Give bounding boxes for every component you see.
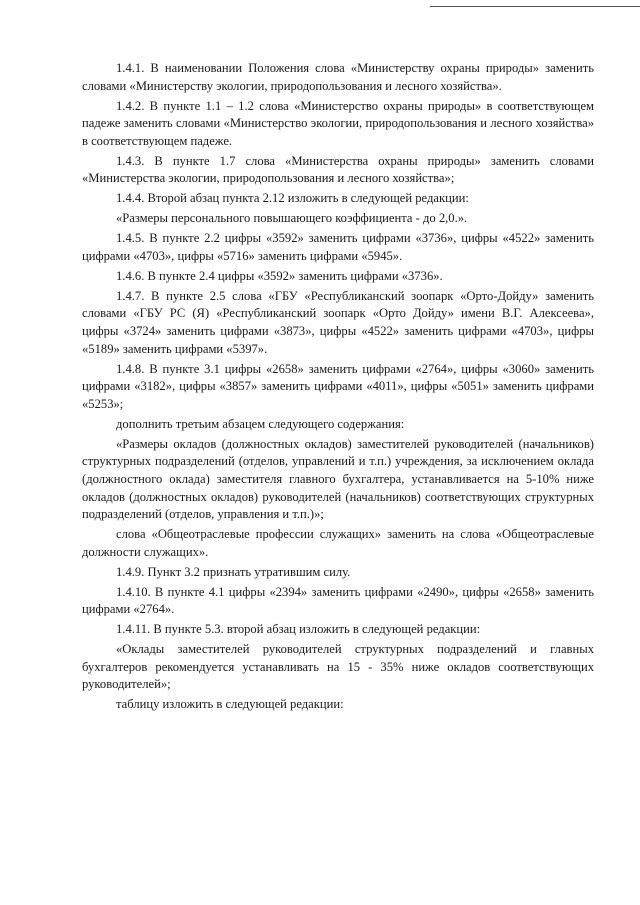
paragraph-1-4-4: 1.4.4. Второй абзац пункта 2.12 изложить в следующей редакции: [116,191,469,206]
paragraph-1-4-11-quote: «Оклады заместителей руководителей структурных подразделений и главных бухгалтеров рекомендуется устанавливать на 15 - 35% ниже окладов соответствующих руководителей»; [82,642,594,692]
paragraph-1-4-10: 1.4.10. В пункте 4.1 цифры «2394» заменить цифрами «2490», цифры «2658» заменить цифрами «2764». [82,584,594,617]
paragraph-1-4-4-quote: «Размеры персонального повышающего коэффициента - до 2,0.». [116,211,468,226]
paragraph-1-4-8-supplement: дополнить третьим абзацем следующего содержания: [116,416,405,431]
paragraph-1-4-6: 1.4.6. В пункте 2.4 цифры «3592» заменить цифрами «3736». [116,268,443,283]
top-rule [430,6,640,7]
paragraph-1-4-7: 1.4.7. В пункте 2.5 слова «ГБУ «Республиканский зоопарк «Орто-Дойду» заменить словами «ГБУ РС (Я) «Республиканский зоопарк «Орто Дойду» имени В.Г. Алексеева», цифры «3724» заменить цифрами «3873», цифры «4522» заменить цифрами «4703», цифры «5189» заменить цифрами «5397». [82,288,594,356]
paragraph-1-4-11-table: таблицу изложить в следующей редакции: [116,697,344,712]
paragraph-1-4-8: 1.4.8. В пункте 3.1 цифры «2658» заменить цифрами «2764», цифры «3060» заменить цифрами «3182», цифры «3857» заменить цифрами «4011», цифры «5051» заменить цифрами «5253»; [82,361,594,411]
paragraph-1-4-8-quote: «Размеры окладов (должностных окладов) заместителей руководителей (начальников) структурных подразделений (отделов, управлений и т.п.) учреждения, за исключением оклада (должностного оклада) заместителя главного бухгалтера, устанавливается на 5-10% ниже окладов (должностных окладов) руководителей (начальников) соответствующих структурных подразделений (отделов, управления и т.п.)»; [82,436,594,522]
paragraph-1-4-2: 1.4.2. В пункте 1.1 – 1.2 слова «Министерство охраны природы» в соответствующем падеже заменить словами «Министерство экологии, природопользования и лесного хозяйства» в соответствующем падеже. [82,98,594,148]
paragraph-1-4-9: 1.4.9. Пункт 3.2 признать утратившим силу. [116,564,351,579]
document-body [82,60,594,716]
paragraph-1-4-11: 1.4.11. В пункте 5.3. второй абзац изложить в следующей редакции: [116,622,481,637]
paragraph-1-4-5: 1.4.5. В пункте 2.2 цифры «3592» заменить цифрами «3736», цифры «4522» заменить цифрами «4703», цифры «5716» заменить цифрами «5945». [82,231,594,263]
paragraph-1-4-8-words: слова «Общеотраслевые профессии служащих» заменить на слова «Общеотраслевые должности служащих». [82,527,594,559]
paragraph-1-4-1: 1.4.1. В наименовании Положения слова «Министерству охраны природы» заменить словами «Министерству экологии, природопользования и лесного хозяйства». [82,61,594,93]
paragraph-1-4-3: 1.4.3. В пункте 1.7 слова «Министерства охраны природы» заменить словами «Министерства экологии, природопользования и лесного хозяйства»; [82,153,594,186]
